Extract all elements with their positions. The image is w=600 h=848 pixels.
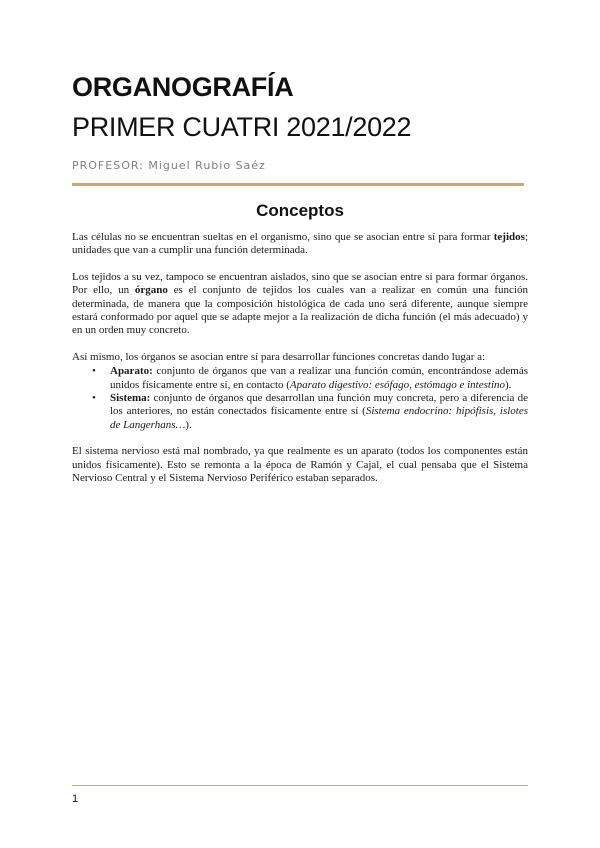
paragraph-tissues-text-c: es el conjunto de tejidos los cuales van a realizar en común una función determinada, de manera que la composición histológica de cada uno será diferente, aunque siempre estará conformado por aquel que se adapte mejor a la realización de dicha función (el más adecuado) y en un orden muy concreto. — [72, 284, 528, 337]
term-sistema: Sistema: — [110, 392, 151, 405]
paragraph-tissues-text-a: Los tejidos a su vez, tampoco se encuentran aislados, sino que se asocian entre sí para formar órganos. Por ello, un — [72, 270, 528, 297]
list-item-aparato — [72, 365, 528, 392]
professor-line: PROFESOR: Miguel Rubio Saéz — [72, 159, 266, 172]
footer-divider — [72, 785, 528, 786]
sistema-end: ). — [185, 418, 192, 431]
paragraph-nervous-system: El sistema nervioso está mal nombrado, ya que realmente es un aparato (todos los componentes están unidos físicamente). Esto se remonta a la época de Ramón y Cajal, el cual pensaba que el Sistema Nervioso Central y el Sistema Nervioso Periférico estaban separados. — [72, 445, 528, 485]
term-aparato: Aparato: — [110, 365, 153, 378]
sistema-definition: conjunto de órganos que desarrollan una función muy concreta, pero a diferencia de los anteriores, no están conectados físicamente entre sí ( — [110, 392, 528, 418]
paragraph-tissues — [72, 271, 528, 338]
paragraph-cells-text-a: Las células no se encuentran sueltas en el organismo, sino que se asocian entre sí para formar — [72, 231, 494, 243]
document-subtitle: PRIMER CUATRI 2021/2022 — [72, 112, 412, 142]
term-tejidos: tejidos — [493, 231, 525, 243]
page-number: 1 — [72, 793, 79, 805]
aparato-definition: conjunto de órganos que van a realizar una función común, encontrándose además unidos físicamente entre sí, en contacto ( — [110, 365, 528, 391]
bullet-marker: • — [92, 392, 96, 405]
paragraph-organs: Así mismo, los órganos se asocian entre sí para desarrollar funciones concretas dando lugar a: — [72, 350, 486, 363]
sistema-example: Sistema endocrino: hipófisis, islotes de Langerhans… — [110, 405, 528, 431]
list-item-sistema — [72, 392, 528, 432]
aparato-example: Aparato digestivo: esófago, estómago e intestino — [289, 378, 506, 391]
definition-list — [72, 365, 528, 432]
bullet-marker: • — [92, 365, 96, 378]
aparato-end: ). — [505, 378, 512, 391]
body-text — [72, 231, 528, 499]
paragraph-cells — [72, 231, 528, 258]
header-divider — [72, 183, 524, 186]
term-organo: órgano — [134, 284, 168, 297]
paragraph-cells-text-c: ; unidades que van a cumplir una función determinada. — [72, 231, 528, 257]
section-heading: Conceptos — [256, 201, 344, 220]
document-title: ORGANOGRAFÍA — [72, 72, 294, 102]
